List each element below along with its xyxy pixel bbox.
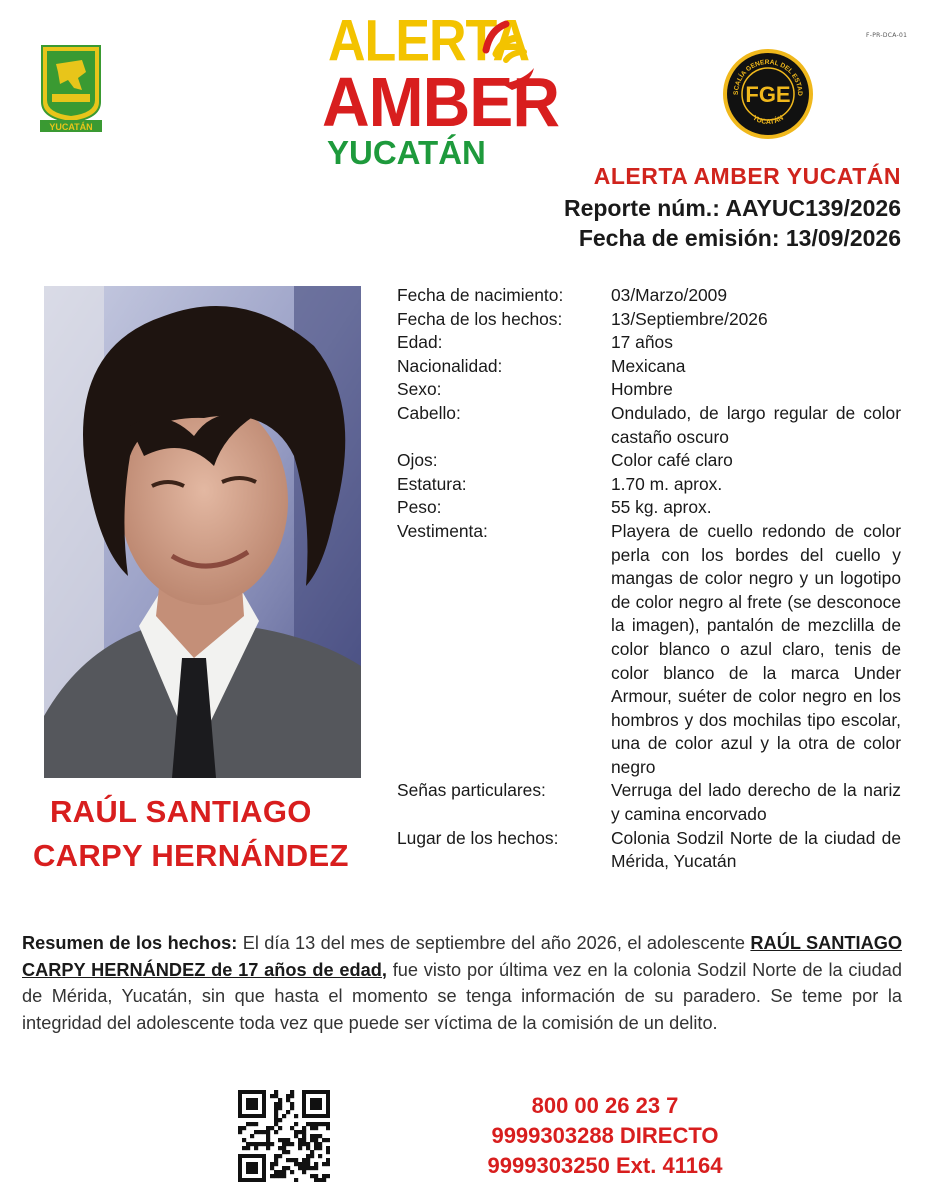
detail-label: Edad:: [397, 332, 443, 353]
detail-label: Ojos:: [397, 450, 438, 471]
logo-line-alerta: ALERTA: [328, 9, 530, 75]
fge-seal-icon: [722, 48, 814, 140]
detail-row-marks: [397, 779, 901, 826]
logo-line-amber: AMBER: [322, 62, 559, 141]
seal-ring-bottom: YUCATÁN: [751, 114, 785, 127]
detail-label: Lugar de los hechos:: [397, 827, 559, 848]
report-number: Reporte núm.: AAYUC139/2026: [563, 195, 901, 221]
detail-value: Colonia Sodzil Norte de la ciudad de Mérida, Yucatán: [611, 827, 901, 872]
person-details: [397, 284, 901, 874]
logo-line-yucatan: YUCATÁN: [327, 134, 486, 171]
document-code: F-PR-DCA-01: [866, 32, 908, 39]
signal-waves-icon: [472, 10, 552, 90]
detail-value: 1.70 m. aprox.: [611, 473, 723, 494]
qr-code-icon: [238, 1090, 330, 1182]
detail-row-location: [397, 827, 901, 874]
alerta-amber-logo: [322, 8, 559, 171]
detail-label: Fecha de nacimiento:: [397, 285, 564, 305]
detail-value: 03/Marzo/2009: [611, 285, 728, 305]
summary-paragraph: [22, 930, 902, 1036]
seal-center-text: FGE: [745, 82, 791, 107]
detail-value: 55 kg. aprox.: [611, 497, 712, 518]
detail-row-hair: [397, 402, 901, 449]
detail-value: Verruga del lado derecho de la nariz y camina encorvado: [611, 780, 901, 825]
detail-value: Hombre: [611, 379, 673, 400]
seal-ring-top: SCALÍA GENERAL DEL ESTAD: [732, 58, 804, 96]
detail-value: 17 años: [611, 332, 673, 353]
issue-date: Fecha de emisión: 13/09/2026: [578, 225, 901, 251]
detail-value: Color café claro: [611, 450, 733, 471]
coat-label: YUCATÁN: [49, 122, 93, 132]
missing-person-photo: [44, 286, 361, 778]
phone-number-2[interactable]: 9999303288 DIRECTO: [491, 1123, 719, 1148]
detail-label: Sexo:: [397, 379, 442, 400]
phone-number-1[interactable]: 800 00 26 23 7: [531, 1093, 679, 1118]
detail-row-event-date: [397, 308, 901, 332]
summary-text-after: fue visto por última vez en la colonia Sodzil Norte de la ciudad de Mérida, Yucatán, sin que hasta el momento se tenga información de su paradero. Se teme por la integridad del adolescente toda vez que puede ser víctima de la comisión de un delito.: [22, 959, 902, 1033]
detail-row-eyes: [397, 449, 901, 473]
detail-label: Señas particulares:: [397, 780, 546, 801]
yucatan-coat-of-arms-icon: [38, 42, 104, 132]
person-name-line2: CARPY HERNÁNDEZ: [33, 838, 349, 873]
detail-row-birthdate: [397, 284, 901, 308]
detail-value: Ondulado, de largo regular de color castaño oscuro: [611, 402, 901, 447]
detail-label: Peso:: [397, 497, 442, 518]
detail-row-clothing: [397, 520, 901, 780]
detail-label: Vestimenta:: [397, 520, 488, 541]
detail-label: Estatura:: [397, 473, 467, 494]
detail-row-weight: [397, 496, 901, 520]
summary-label: Resumen de los hechos:: [22, 933, 238, 953]
detail-label: Fecha de los hechos:: [397, 308, 563, 329]
alert-title: ALERTA AMBER YUCATÁN: [593, 163, 901, 189]
detail-row-height: [397, 473, 901, 497]
detail-row-nationality: [397, 355, 901, 379]
detail-value: Mexicana: [611, 355, 686, 376]
person-name-line1: RAÚL SANTIAGO: [50, 794, 312, 829]
detail-row-age: [397, 331, 901, 355]
summary-person-name: RAÚL SANTIAGO CARPY HERNÁNDEZ de 17 años de edad,: [22, 933, 902, 980]
phone-number-3[interactable]: 9999303250 Ext. 41164: [487, 1153, 723, 1178]
detail-value: 13/Septiembre/2026: [611, 308, 768, 329]
detail-label: Cabello:: [397, 402, 461, 423]
detail-row-sex: [397, 378, 901, 402]
detail-value: Playera de cuello redondo de color perla con los bordes del cuello y mangas de color negro y un logotipo de color negro al frete (se desconoce la imagen), pantalón de mezclilla de color blanco o azul claro, tenis de color blanco de la marca Under Armour, suéter de color negro en los hombros y dos mochilas tipo escolar, una de color azul y la otra de color negro: [611, 520, 901, 777]
summary-text-before: El día 13 del mes de septiembre del año 2026, el adolescente: [237, 933, 751, 953]
detail-label: Nacionalidad:: [397, 355, 503, 376]
